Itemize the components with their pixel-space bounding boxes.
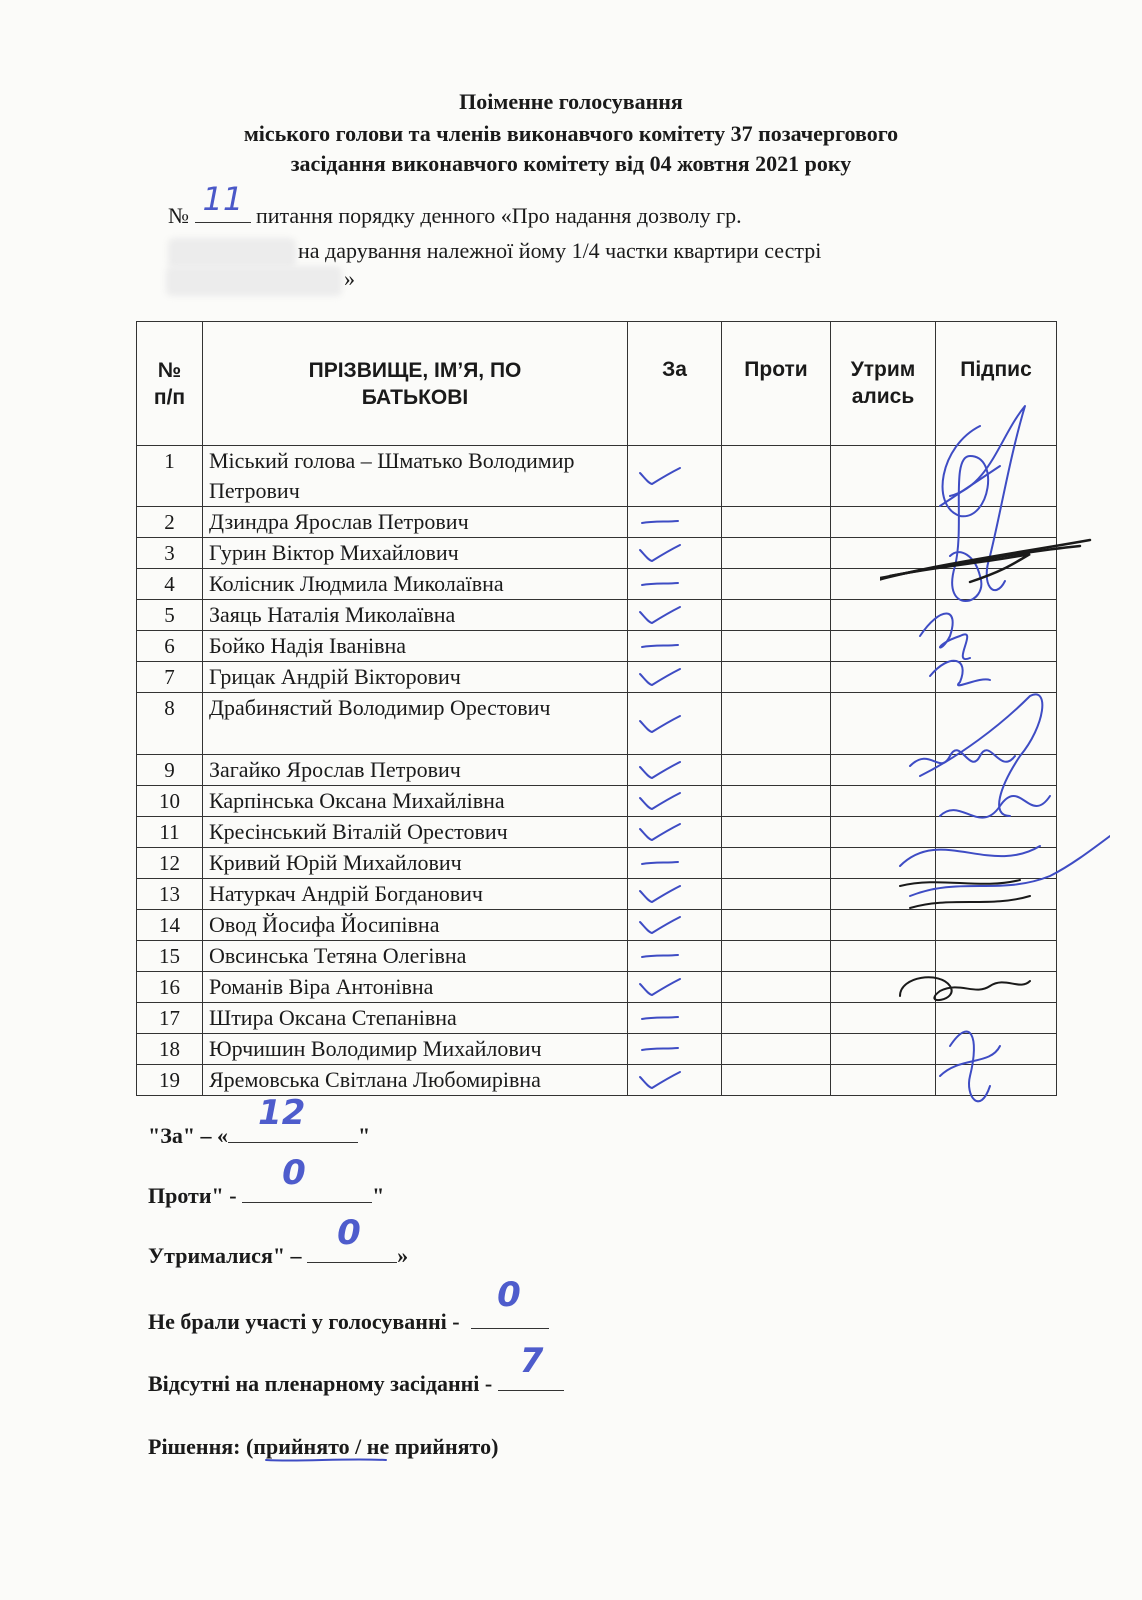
signature-5 xyxy=(920,614,970,660)
checkmark-icon xyxy=(636,713,686,735)
vote-against-cell xyxy=(722,910,831,941)
checkmark-icon xyxy=(636,604,686,626)
vote-against-cell xyxy=(722,1003,831,1034)
checkmark-icon xyxy=(636,542,686,564)
vote-against-cell xyxy=(722,507,831,538)
row-number: 3 xyxy=(137,538,203,569)
row-number: 5 xyxy=(137,600,203,631)
against-blank xyxy=(242,1153,372,1203)
vote-against-cell xyxy=(722,755,831,786)
vote-against-cell xyxy=(722,786,831,817)
dash-icon xyxy=(636,573,686,595)
vote-for-cell xyxy=(628,538,722,569)
vote-against-cell xyxy=(722,600,831,631)
vote-for-cell xyxy=(628,662,722,693)
vote-for-cell xyxy=(628,848,722,879)
checkmark-icon xyxy=(636,821,686,843)
checkmark-icon xyxy=(636,914,686,936)
member-name: Овод Йосифа Йосипівна xyxy=(203,910,628,941)
signature-19 xyxy=(940,1032,1000,1102)
vote-for-cell xyxy=(628,972,722,1003)
row-number: 16 xyxy=(137,972,203,1003)
checkmark-icon xyxy=(636,976,686,998)
member-name: Натуркач Андрій Богданович xyxy=(203,879,628,910)
header-num: № п/п xyxy=(137,322,203,446)
vote-for-cell xyxy=(628,569,722,600)
vote-against-cell xyxy=(722,1034,831,1065)
vote-for-cell xyxy=(628,941,722,972)
checkmark-icon xyxy=(636,759,686,781)
vote-against-cell xyxy=(722,848,831,879)
signature-13 xyxy=(900,846,1040,866)
vote-for-cell xyxy=(628,817,722,848)
vote-against-cell xyxy=(722,941,831,972)
abstain-blank xyxy=(307,1213,397,1263)
question-text-line-1: питання порядку денного «Про надання дозволу гр. xyxy=(256,203,742,228)
vote-against-cell xyxy=(722,972,831,1003)
summary-absent: Відсутні на пленарному засіданні - 7 xyxy=(148,1368,564,1399)
header-signature: Підпис xyxy=(936,322,1057,446)
redacted-name-2 xyxy=(166,266,342,296)
member-name: Овсинська Тетяна Олегівна xyxy=(203,941,628,972)
vote-against-cell xyxy=(722,693,831,755)
question-text-line-2: на дарування належної йому 1/4 частки квартири сестрі xyxy=(298,238,822,263)
vote-for-cell xyxy=(628,879,722,910)
member-name: Дзиндра Ярослав Петрович xyxy=(203,507,628,538)
member-name: Карпінська Оксана Михайлівна xyxy=(203,786,628,817)
not-voted-blank xyxy=(471,1275,549,1329)
summary-for: "За" – « 12 " xyxy=(148,1093,371,1148)
row-number: 14 xyxy=(137,910,203,941)
vote-against-cell xyxy=(722,817,831,848)
vote-for-cell xyxy=(628,600,722,631)
vote-for-cell xyxy=(628,786,722,817)
document-subtitle-line-2: засідання виконавчого комітету від 04 жовтня 2021 року xyxy=(290,151,852,176)
checkmark-icon xyxy=(636,883,686,905)
vote-for-cell xyxy=(628,1034,722,1065)
member-name: Загайко Ярослав Петрович xyxy=(203,755,628,786)
vote-against-cell xyxy=(722,446,831,507)
member-name: Штира Оксана Степанівна xyxy=(203,1003,628,1034)
vote-for-cell xyxy=(628,631,722,662)
row-number: 19 xyxy=(137,1065,203,1096)
dash-icon xyxy=(636,945,686,967)
vote-against-cell xyxy=(722,879,831,910)
row-number: 9 xyxy=(137,755,203,786)
document-subtitle-line-1: міського голови та членів виконавчого комітету 37 позачергового xyxy=(243,121,899,146)
number-sign: № xyxy=(168,203,189,228)
row-number: 18 xyxy=(137,1034,203,1065)
vote-for-cell xyxy=(628,910,722,941)
abstain-value: 0 xyxy=(337,1213,361,1253)
question-number-label xyxy=(168,180,742,231)
row-number: 10 xyxy=(137,786,203,817)
checkmark-icon xyxy=(636,465,686,487)
member-name: Міський голова – Шматько Володимир Петрович xyxy=(203,446,628,507)
header-against: Проти xyxy=(722,322,831,446)
vote-for-cell xyxy=(628,755,722,786)
row-number: 17 xyxy=(137,1003,203,1034)
not-voted-value: 0 xyxy=(497,1275,521,1315)
redacted-name xyxy=(168,238,296,268)
member-name: Романів Віра Антонівна xyxy=(203,972,628,1003)
member-name: Кривий Юрій Михайлович xyxy=(203,848,628,879)
member-name: Колісник Людмила Миколаївна xyxy=(203,569,628,600)
summary-not-voted: Не брали участі у голосуванні - 0 xyxy=(148,1306,549,1337)
signature-1 xyxy=(943,426,989,601)
member-name: Кресінський Віталій Орестович xyxy=(203,817,628,848)
member-name: Яремовська Світлана Любомирівна xyxy=(203,1065,628,1096)
decision-label: Рішення: xyxy=(148,1434,246,1459)
checkmark-icon xyxy=(636,666,686,688)
vote-against-cell xyxy=(722,631,831,662)
signature-7 xyxy=(930,661,990,686)
absent-blank xyxy=(498,1341,564,1391)
vote-against-cell xyxy=(722,538,831,569)
against-value: 0 xyxy=(282,1153,306,1193)
vote-against-cell xyxy=(722,569,831,600)
header-abstain: Утрим ались xyxy=(831,322,936,446)
vote-against-cell xyxy=(722,662,831,693)
question-text-line-3: » xyxy=(344,266,355,291)
checkmark-icon xyxy=(636,1069,686,1091)
header-name: ПРІЗВИЩЕ, ІМ’Я, ПО БАТЬКОВІ xyxy=(203,322,628,446)
dash-icon xyxy=(636,511,686,533)
summary-abstain: Утрималися" – 0 » xyxy=(148,1213,409,1268)
vote-for-cell xyxy=(628,1065,722,1096)
member-name: Заяць Наталія Миколаївна xyxy=(203,600,628,631)
member-name: Юрчишин Володимир Михайлович xyxy=(203,1034,628,1065)
row-number: 8 xyxy=(137,693,203,755)
header-for: За xyxy=(628,322,722,446)
member-name: Грицак Андрій Вікторович xyxy=(203,662,628,693)
decision-text: (прийнято / не прийнято) xyxy=(245,1434,499,1459)
member-name: Драбинястий Володимир Орестович xyxy=(203,693,628,755)
vote-for-cell xyxy=(628,507,722,538)
member-name: Гурин Віктор Михайлович xyxy=(203,538,628,569)
question-number-blank xyxy=(195,180,251,223)
summary-against: Проти" - 0 " xyxy=(148,1153,385,1208)
row-number: 7 xyxy=(137,662,203,693)
vote-for-cell xyxy=(628,1003,722,1034)
row-number: 13 xyxy=(137,879,203,910)
absent-value: 7 xyxy=(519,1341,544,1381)
checkmark-icon xyxy=(636,790,686,812)
row-number: 15 xyxy=(137,941,203,972)
decision-underline-ink xyxy=(262,1452,392,1466)
dash-icon xyxy=(636,1038,686,1060)
row-number: 11 xyxy=(137,817,203,848)
row-number: 4 xyxy=(137,569,203,600)
vote-for-cell xyxy=(628,446,722,507)
vote-against-cell xyxy=(722,1065,831,1096)
dash-icon xyxy=(636,852,686,874)
row-number: 1 xyxy=(137,446,203,507)
document-title: Поіменне голосування xyxy=(459,89,683,114)
question-number-handwritten: 11 xyxy=(202,180,244,218)
row-number: 6 xyxy=(137,631,203,662)
row-number: 2 xyxy=(137,507,203,538)
signature-16 xyxy=(900,977,1030,1000)
for-value: 12 xyxy=(258,1093,306,1133)
vote-for-cell xyxy=(628,693,722,755)
signatures-drawing xyxy=(880,396,1110,1116)
dash-icon xyxy=(636,1007,686,1029)
member-name: Бойко Надія Іванівна xyxy=(203,631,628,662)
dash-icon xyxy=(636,635,686,657)
row-number: 12 xyxy=(137,848,203,879)
